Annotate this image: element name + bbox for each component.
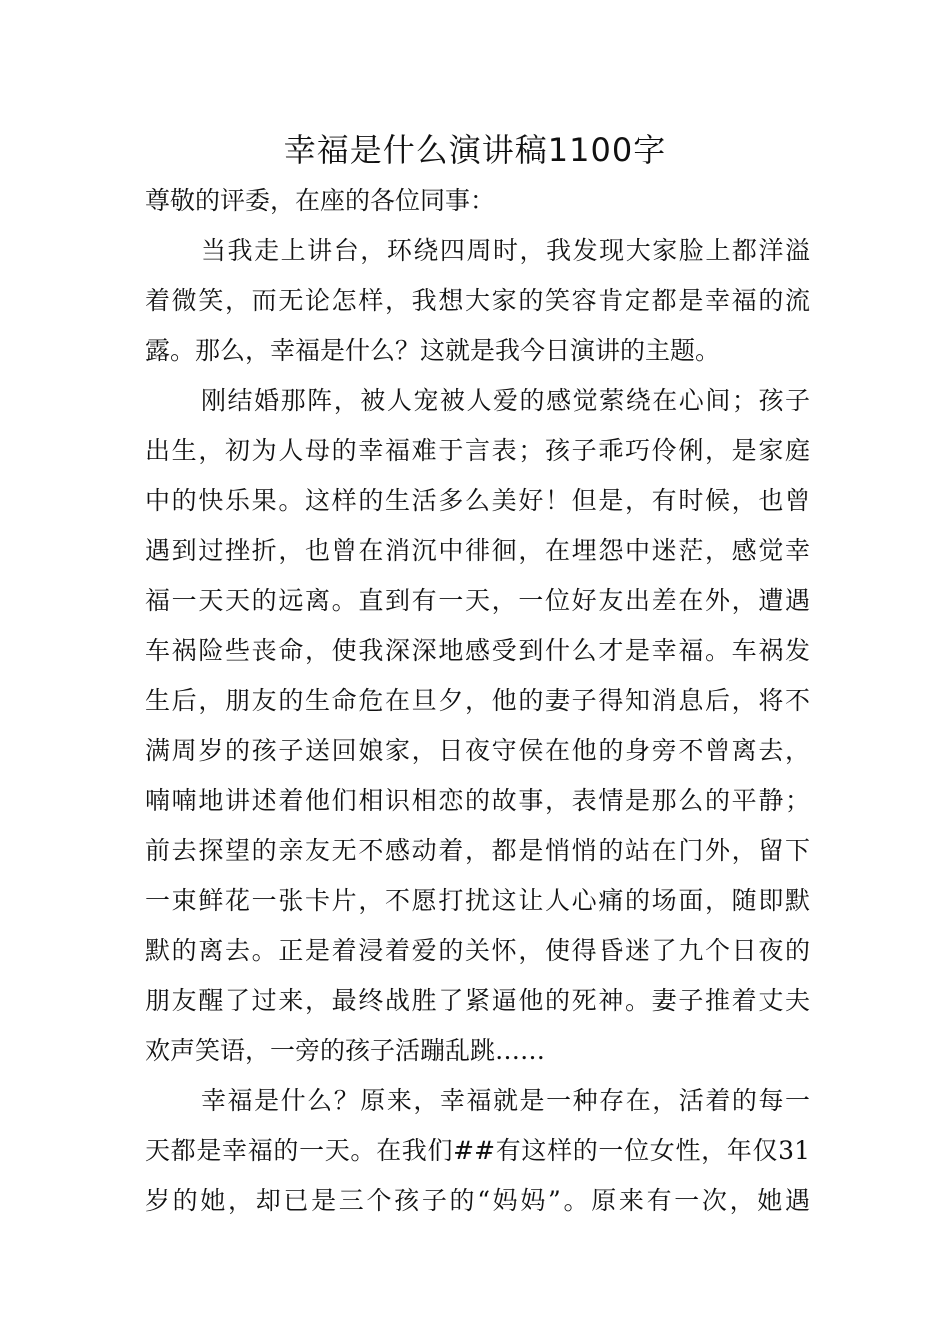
- paragraph-2-line-9: 喃喃地讲述着他们相识相恋的故事，表情是那么的平静；: [145, 786, 810, 815]
- paragraph-3-line-2: 天都是幸福的一天。在我们##有这样的一位女性，年仅31: [145, 1136, 810, 1165]
- paragraph-2-line-6: 车祸险些丧命，使我深深地感受到什么才是幸福。车祸发: [145, 636, 810, 665]
- paragraph-2-line-7: 生后，朋友的生命危在旦夕，他的妻子得知消息后，将不: [145, 686, 810, 715]
- paragraph-2-line-10: 前去探望的亲友无不感动着，都是悄悄的站在门外，留下: [145, 836, 810, 865]
- paragraph-2-line-11: 一束鲜花一张卡片，不愿打扰这让人心痛的场面，随即默: [145, 886, 810, 915]
- paragraph-1-line-3: 露。那么，幸福是什么？这就是我今日演讲的主题。: [145, 336, 721, 365]
- paragraph-2-line-5: 福一天天的远离。直到有一天，一位好友出差在外，遭遇: [145, 586, 810, 615]
- document-title: 幸福是什么演讲稿1100字: [283, 131, 667, 169]
- paragraph-2-line-12: 默的离去。正是着浸着爱的关怀，使得昏迷了九个日夜的: [145, 936, 810, 965]
- paragraph-3-line-1: 幸福是什么？原来，幸福就是一种存在，活着的每一: [201, 1086, 810, 1115]
- paragraph-3-line-3: 岁的她，却已是三个孩子的“妈妈”。原来有一次，她遇: [145, 1186, 810, 1215]
- paragraph-2-line-4: 遇到过挫折，也曾在消沉中徘徊，在埋怨中迷茫，感觉幸: [145, 536, 810, 565]
- paragraph-1-line-2: 着微笑，而无论怎样，我想大家的笑容肯定都是幸福的流: [145, 286, 810, 315]
- salutation-line: 尊敬的评委，在座的各位同事：: [145, 186, 496, 215]
- paragraph-2-line-2: 出生，初为人母的幸福难于言表；孩子乖巧伶俐，是家庭: [145, 436, 810, 465]
- paragraph-1-line-1: 当我走上讲台，环绕四周时，我发现大家脸上都洋溢: [201, 236, 810, 265]
- paragraph-2-line-1: 刚结婚那阵，被人宠被人爱的感觉萦绕在心间；孩子: [201, 386, 810, 415]
- paragraph-2-line-8: 满周岁的孩子送回娘家，日夜守侯在他的身旁不曾离去，: [145, 736, 810, 765]
- paragraph-2-line-13: 朋友醒了过来，最终战胜了紧逼他的死神。妻子推着丈夫: [145, 986, 810, 1015]
- paragraph-2-line-3: 中的快乐果。这样的生活多么美好！但是，有时候，也曾: [145, 486, 810, 515]
- paragraph-2-line-14: 欢声笑语，一旁的孩子活蹦乱跳……: [145, 1036, 546, 1065]
